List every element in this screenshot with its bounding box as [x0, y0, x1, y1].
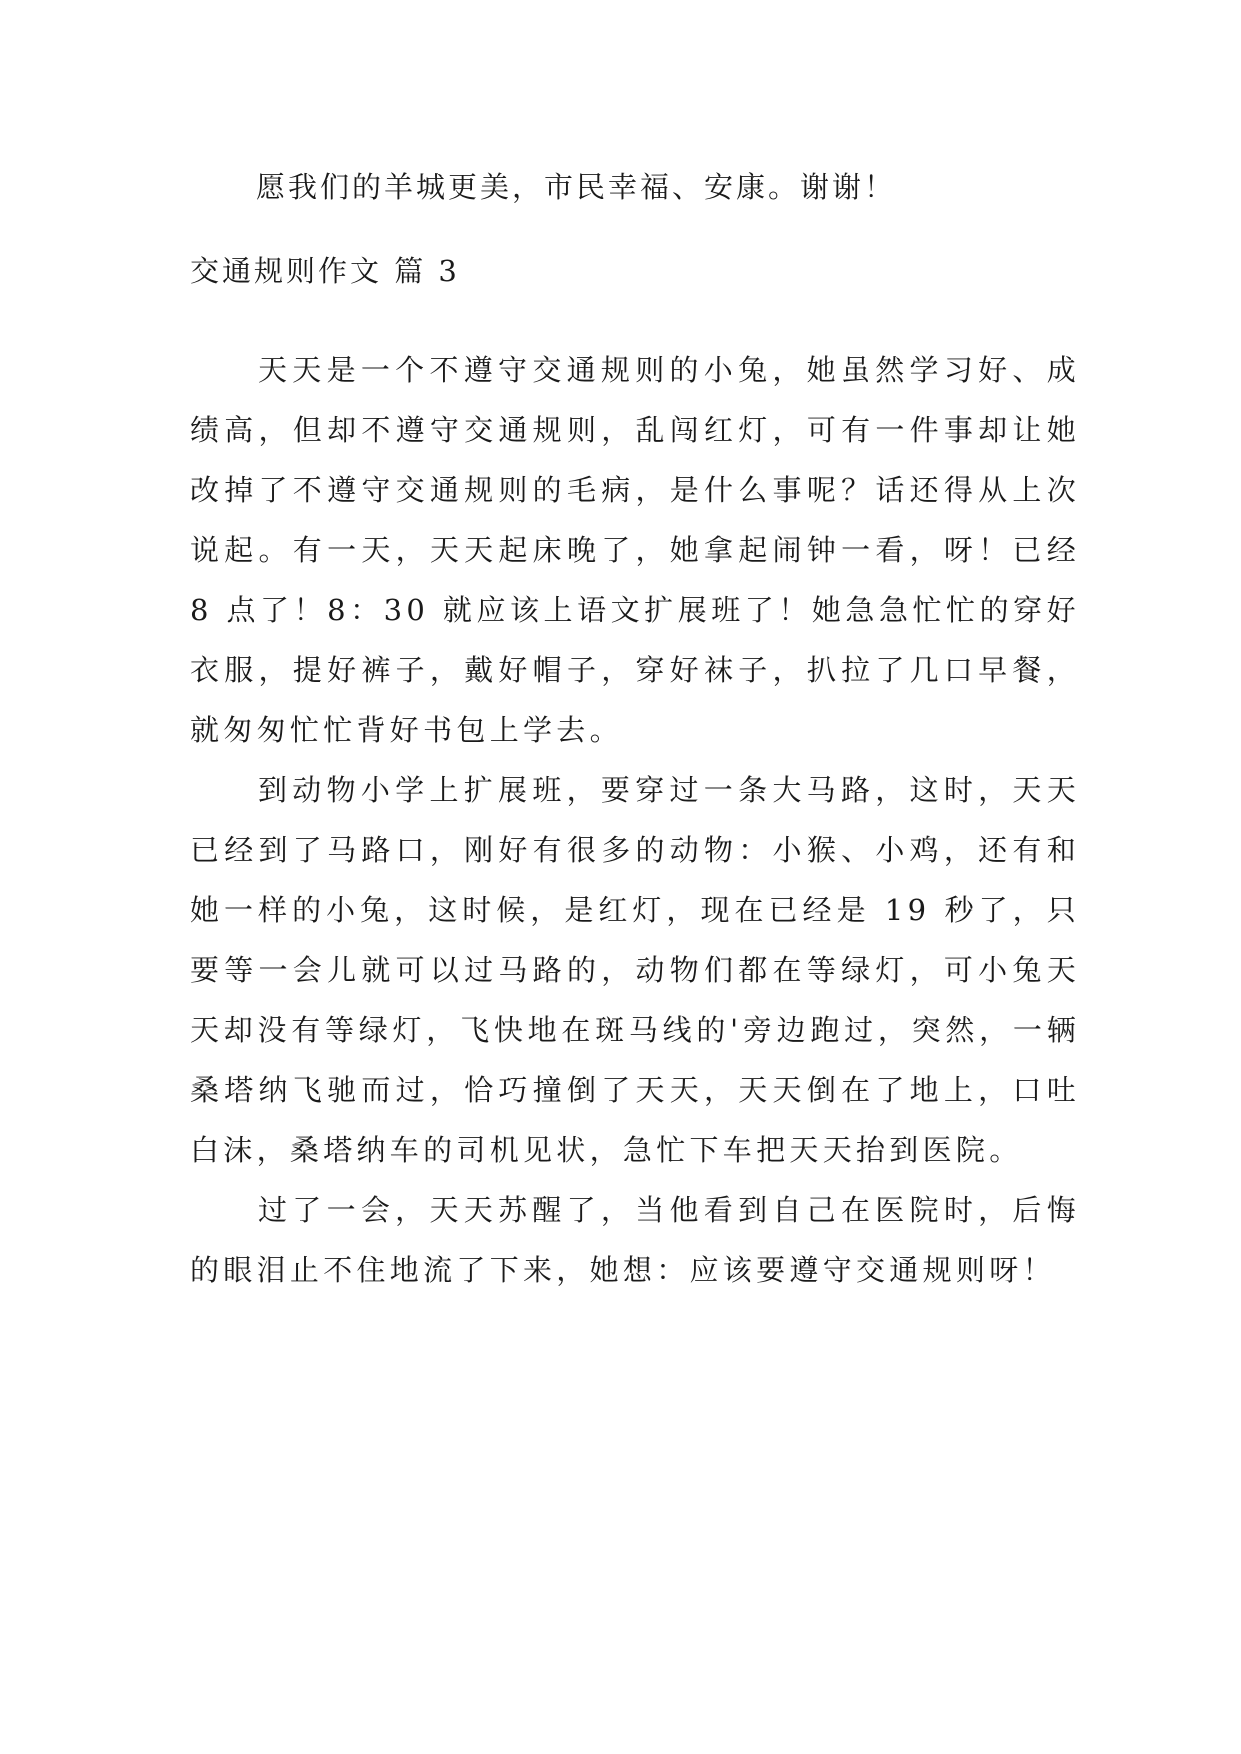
paragraph: 过了一会，天天苏醒了，当他看到自己在医院时，后悔的眼泪止不住地流了下来，她想：应该要遵守交通规则呀！ — [190, 1193, 1080, 1287]
paragraph: 到动物小学上扩展班，要穿过一条大马路，这时，天天已经到了马路口，刚好有很多的动物：小猴、小鸡，还有和她一样的小兔，这时候，是红灯，现在已经是 19 秒了，只要等一会儿就可以过马路的，动物们都在等绿灯，可小兔天天却没有等绿灯，飞快地在斑马线的'旁边跑过，突然，一辆桑塔纳飞驰而过，恰巧撞倒了天天，天天倒在了地上，口吐白沫，桑塔纳车的司机见状，急忙下车把天天抬到医院。 — [190, 773, 1080, 1167]
closing-line: 愿我们的羊城更美，市民幸福、安康。谢谢！ — [256, 170, 897, 204]
paragraph: 天天是一个不遵守交通规则的小兔，她虽然学习好、成绩高，但却不遵守交通规则，乱闯红灯，可有一件事却让她改掉了不遵守交通规则的毛病，是什么事呢？话还得从上次说起。有一天，天天起床晚了，她拿起闹钟一看，呀！已经 8 点了！8：30 就应该上语文扩展班了！她急急忙忙的穿好衣服，提好裤子，戴好帽子，穿好袜子，扒拉了几口早餐，就匆匆忙忙背好书包上学去。 — [190, 353, 1080, 747]
essay-body — [190, 340, 1080, 1300]
section-heading: 交通规则作文 篇 3 — [190, 254, 460, 288]
